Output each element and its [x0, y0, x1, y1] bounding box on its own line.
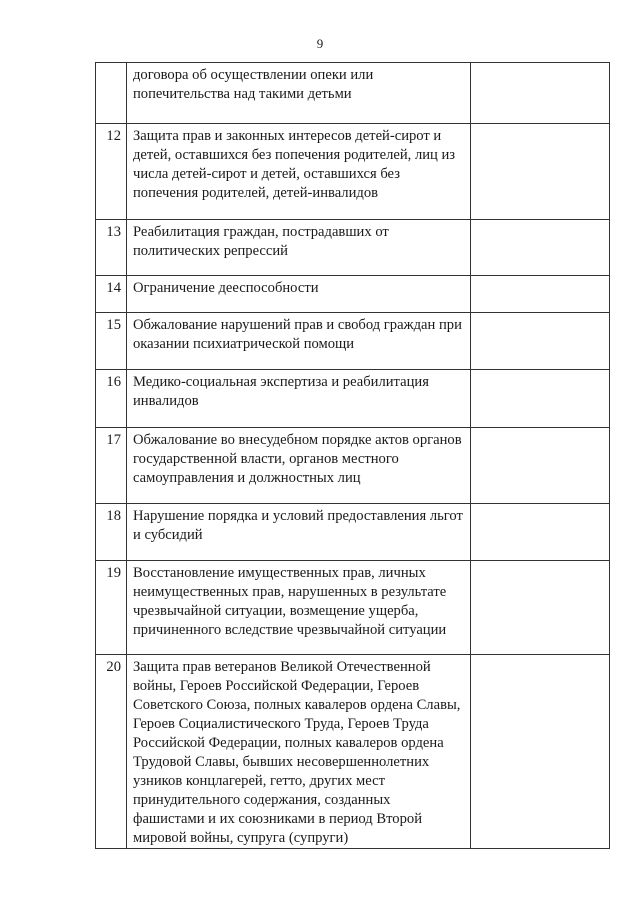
row-blank-cell — [471, 220, 610, 276]
row-blank-cell — [471, 124, 610, 220]
table-row — [96, 63, 610, 124]
row-text: Ограничение дееспособности — [127, 276, 471, 313]
row-number: 20 — [96, 655, 127, 849]
row-text: Реабилитация граждан, пострадавших от политических репрессий — [127, 220, 471, 276]
row-number: 18 — [96, 504, 127, 561]
row-text: Восстановление имущественных прав, личных неимущественных прав, нарушенных в результате чрезвычайной ситуации, возмещение ущерба, причиненного вследствие чрезвычайной ситуации — [127, 561, 471, 655]
row-blank-cell — [471, 561, 610, 655]
table-row — [96, 655, 610, 849]
row-blank-cell — [471, 428, 610, 504]
table-row — [96, 504, 610, 561]
table-row — [96, 220, 610, 276]
row-text: Обжалование во внесудебном порядке актов органов государственной власти, органов местного самоуправления и должностных лиц — [127, 428, 471, 504]
table-row — [96, 370, 610, 428]
row-number: 19 — [96, 561, 127, 655]
row-text: договора об осуществлении опеки или попечительства над такими детьми — [127, 63, 471, 124]
services-table — [95, 62, 610, 849]
table-row — [96, 313, 610, 370]
row-blank-cell — [471, 276, 610, 313]
row-blank-cell — [471, 313, 610, 370]
row-text: Защита прав ветеранов Великой Отечественной войны, Героев Российской Федерации, Героев Советского Союза, полных кавалеров ордена Славы, Героев Социалистического Труда, Героев Труда Российской Федерации, полных кавалеров ордена Трудовой Славы, бывших несовершеннолетних узников концлагерей, гетто, других мест принудительного содержания, созданных фашистами и их союзниками в период Второй мировой войны, супруга (супруги) — [127, 655, 471, 849]
table-row — [96, 428, 610, 504]
table-row — [96, 561, 610, 655]
row-number: 15 — [96, 313, 127, 370]
row-number: 16 — [96, 370, 127, 428]
row-number: 13 — [96, 220, 127, 276]
row-blank-cell — [471, 504, 610, 561]
row-number: 14 — [96, 276, 127, 313]
table-row — [96, 276, 610, 313]
row-blank-cell — [471, 655, 610, 849]
table-row — [96, 124, 610, 220]
row-blank-cell — [471, 63, 610, 124]
row-blank-cell — [471, 370, 610, 428]
page-number: 9 — [316, 36, 324, 51]
row-text: Медико-социальная экспертиза и реабилитация инвалидов — [127, 370, 471, 428]
row-text: Обжалование нарушений прав и свобод граждан при оказании психиатрической помощи — [127, 313, 471, 370]
row-text: Нарушение порядка и условий предоставления льгот и субсидий — [127, 504, 471, 561]
row-text: Защита прав и законных интересов детей-сирот и детей, оставшихся без попечения родителей, лиц из числа детей-сирот и детей, оставшихся без попечения родителей, детей-инвалидов — [127, 124, 471, 220]
row-number: 12 — [96, 124, 127, 220]
row-number: 17 — [96, 428, 127, 504]
row-number — [96, 63, 127, 124]
